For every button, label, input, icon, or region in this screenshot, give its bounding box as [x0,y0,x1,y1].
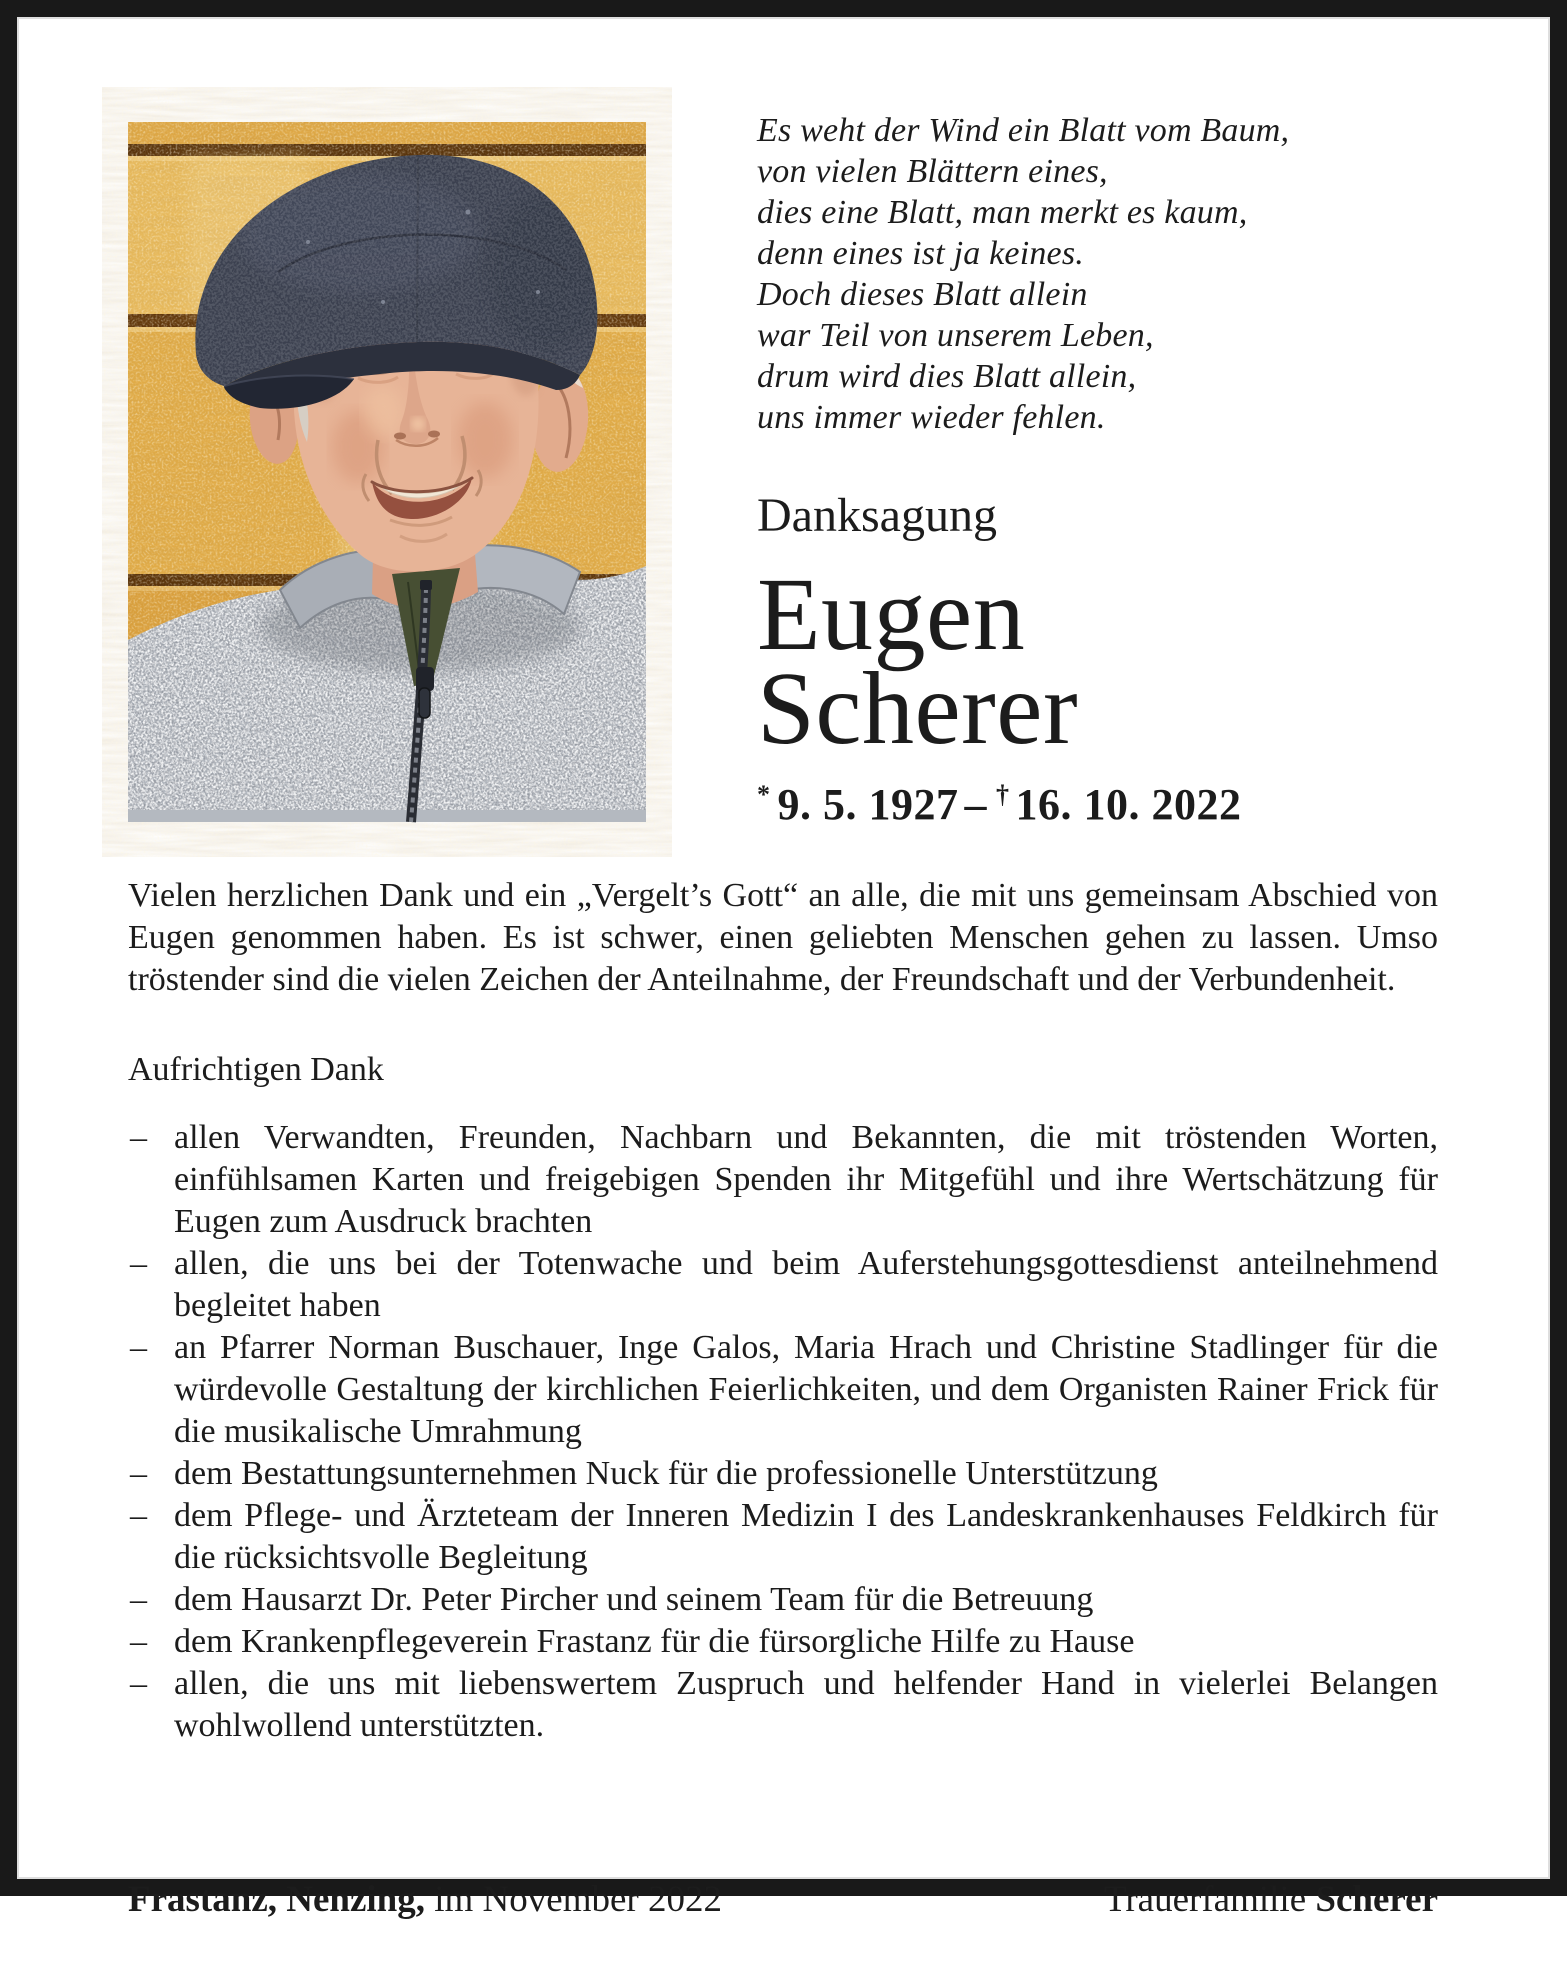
list-dash-marker: – [130,1119,147,1156]
thanks-list [128,1117,1438,1747]
thanks-item-text: dem Hausarzt Dr. Peter Pircher und seinem Team für die Betreuung [174,1581,1094,1618]
header-section [128,110,1438,830]
portrait-photo [128,122,646,822]
thanks-item [128,1579,1438,1621]
birth-star-symbol: * [757,780,771,809]
life-dates [757,770,1438,830]
poem-line: Es weht der Wind ein Blatt vom Baum, [757,112,1290,149]
thanks-item-text: dem Bestattungsunternehmen Nuck für die professionelle Unterstützung [174,1455,1158,1492]
thanks-item-text: allen, die uns bei der Totenwache und beim Auferstehungsgottesdienst anteilnehmend begleitet haben [174,1245,1438,1324]
thanks-item [128,1117,1438,1243]
notice-type-label: Danksagung [757,489,997,542]
deceased-first-name: Eugen [757,557,1026,672]
list-dash-marker: – [130,1581,147,1618]
memorial-poem [757,110,1438,438]
thanks-item-text: an Pfarrer Norman Buschauer, Inge Galos, Maria Hrach und Christine Stadlinger für die würdevolle Gestaltung der kirchlichen Feierlichkeiten, und dem Organisten Rainer Frick für die musikalische Umrahmung [174,1329,1438,1450]
birth-date: 9. 5. 1927 [777,780,959,829]
list-dash-marker: – [130,1665,147,1702]
dates-separator: – [964,780,987,829]
place-and-date [128,1878,722,1922]
poem-line: uns immer wieder fehlen. [757,399,1106,436]
thanks-item [128,1243,1438,1327]
family-name: Scherer [1315,1879,1438,1920]
list-dash-marker: – [130,1623,147,1660]
list-dash-marker: – [130,1245,147,1282]
poem-line: drum wird dies Blatt allein, [757,358,1137,395]
place-names: Frastanz, Nenzing, [128,1879,425,1920]
family-label: Trauerfamilie [1104,1879,1307,1920]
thanks-item [128,1621,1438,1663]
list-dash-marker: – [130,1329,147,1366]
thanks-item-text: allen Verwandten, Freunden, Nachbarn und Bekannten, die mit tröstenden Worten, einfühlsamen Karten und freigebigen Spenden ihr Mitgefühl und ihre Wertschätzung für Eugen zum Ausdruck brachten [174,1119,1438,1240]
header-text-column [757,110,1438,830]
thanks-item [128,1663,1438,1747]
thanks-item-text: dem Pflege- und Ärzteteam der Inneren Medizin I des Landeskrankenhauses Feldkirch für die rücksichtsvolle Begleitung [174,1497,1438,1576]
mourning-family [1104,1878,1438,1922]
thanks-item [128,1453,1438,1495]
month-year: im November 2022 [434,1879,722,1920]
thanks-item [128,1327,1438,1453]
portrait-illustration [128,122,646,822]
card-footer [128,1878,1438,1922]
thanks-item [128,1495,1438,1579]
poem-line: war Teil von unserem Leben, [757,317,1154,354]
poem-line: Doch dieses Blatt allein [757,276,1088,313]
card-content [17,110,1550,1972]
death-date: 16. 10. 2022 [1015,780,1242,829]
thanks-item-text: dem Krankenpflegeverein Frastanz für die fürsorgliche Hilfe zu Hause [174,1623,1135,1660]
poem-line: dies eine Blatt, man merkt es kaum, [757,194,1248,231]
deceased-name [757,557,1438,766]
thank-you-paragraph: Vielen herzlichen Dank und ein „Vergelt’s Gott“ an alle, die mit uns gemeinsam Abschied von Eugen genommen haben. Es ist schwer, einen geliebten Menschen gehen zu lassen. Umso tröstender sind die vielen Zeichen der Anteilnahme, der Freundschaft und der Verbundenheit. [128,877,1438,998]
list-dash-marker: – [130,1455,147,1492]
death-cross-symbol: † [996,780,1010,809]
deceased-last-name: Scherer [757,651,1079,766]
thanks-heading: Aufrichtigen Dank [128,1051,384,1088]
poem-line: von vielen Blättern eines, [757,153,1108,190]
list-dash-marker: – [130,1497,147,1534]
poem-line: denn eines ist ja keines. [757,235,1084,272]
thanks-item-text: allen, die uns mit liebenswertem Zuspruch und helfender Hand in vielerlei Belangen wohlwollend unterstützten. [174,1665,1438,1744]
